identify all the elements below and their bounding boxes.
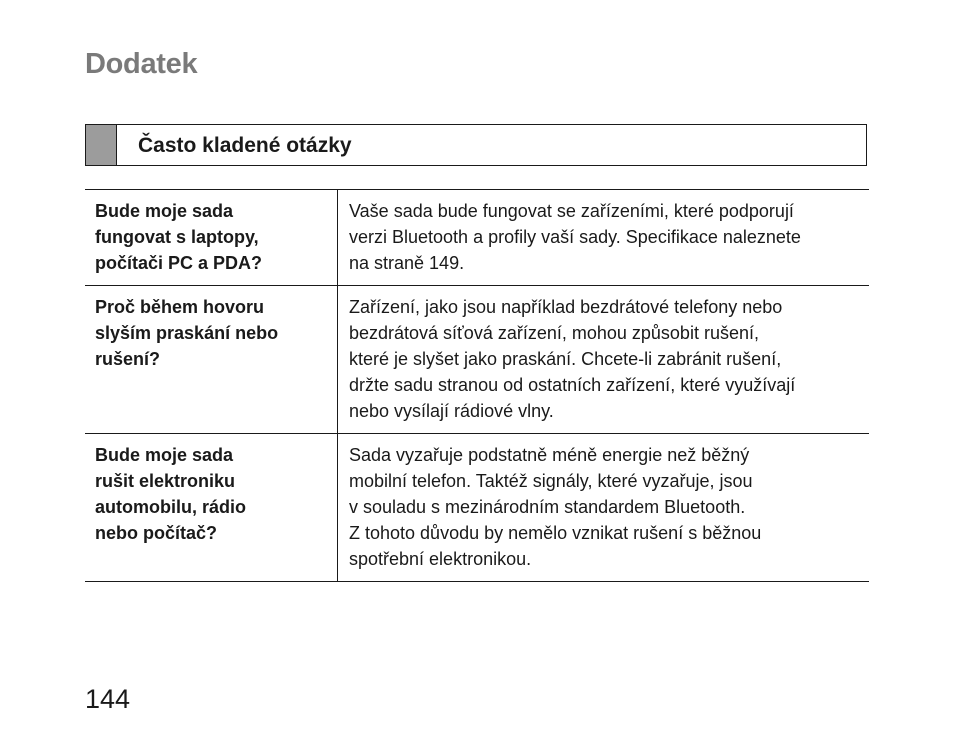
section-heading: Často kladené otázky xyxy=(138,134,352,157)
answer-line: Zařízení, jako jsou například bezdrátové telefony nebo xyxy=(349,297,783,317)
faq-question xyxy=(85,434,338,582)
answer-line: které je slyšet jako praskání. Chcete-li zabránit rušení, xyxy=(349,349,782,369)
answer-line: bezdrátová síťová zařízení, mohou způsobit rušení, xyxy=(349,323,759,343)
page-title: Dodatek xyxy=(85,48,198,80)
answer-line: mobilní telefon. Taktéž signály, které vyzařuje, jsou xyxy=(349,471,753,491)
faq-row xyxy=(85,434,869,582)
question-line: počítači PC a PDA? xyxy=(95,253,263,273)
answer-line: Sada vyzařuje podstatně méně energie než běžný xyxy=(349,445,750,465)
answer-line: Z tohoto důvodu by nemělo vznikat rušení s běžnou xyxy=(349,523,762,543)
answer-line: spotřební elektronikou. xyxy=(349,549,532,569)
answer-line: na straně 149. xyxy=(349,253,465,273)
faq-answer xyxy=(338,434,870,582)
question-line: fungovat s laptopy, xyxy=(95,227,259,247)
question-line: nebo počítač? xyxy=(95,523,218,543)
question-line: automobilu, rádio xyxy=(95,497,246,517)
faq-answer xyxy=(338,190,870,286)
section-header xyxy=(85,124,867,166)
section-marker xyxy=(86,125,117,165)
faq-answer xyxy=(338,286,870,434)
faq-table xyxy=(85,189,869,582)
faq-row xyxy=(85,286,869,434)
faq-row xyxy=(85,190,869,286)
faq-question xyxy=(85,190,338,286)
question-line: rušit elektroniku xyxy=(95,471,236,491)
answer-line: nebo vysílají rádiové vlny. xyxy=(349,401,554,421)
faq-question xyxy=(85,286,338,434)
page-number: 144 xyxy=(85,684,131,714)
question-line: Bude moje sada xyxy=(95,201,234,221)
answer-line: v souladu s mezinárodním standardem Bluetooth. xyxy=(349,497,746,517)
question-line: slyším praskání nebo xyxy=(95,323,279,343)
question-line: rušení? xyxy=(95,349,161,369)
question-line: Bude moje sada xyxy=(95,445,234,465)
question-line: Proč během hovoru xyxy=(95,297,265,317)
answer-line: Vaše sada bude fungovat se zařízeními, které podporují xyxy=(349,201,794,221)
answer-line: verzi Bluetooth a profily vaší sady. Specifikace naleznete xyxy=(349,227,801,247)
answer-line: držte sadu stranou od ostatních zařízení, které využívají xyxy=(349,375,796,395)
